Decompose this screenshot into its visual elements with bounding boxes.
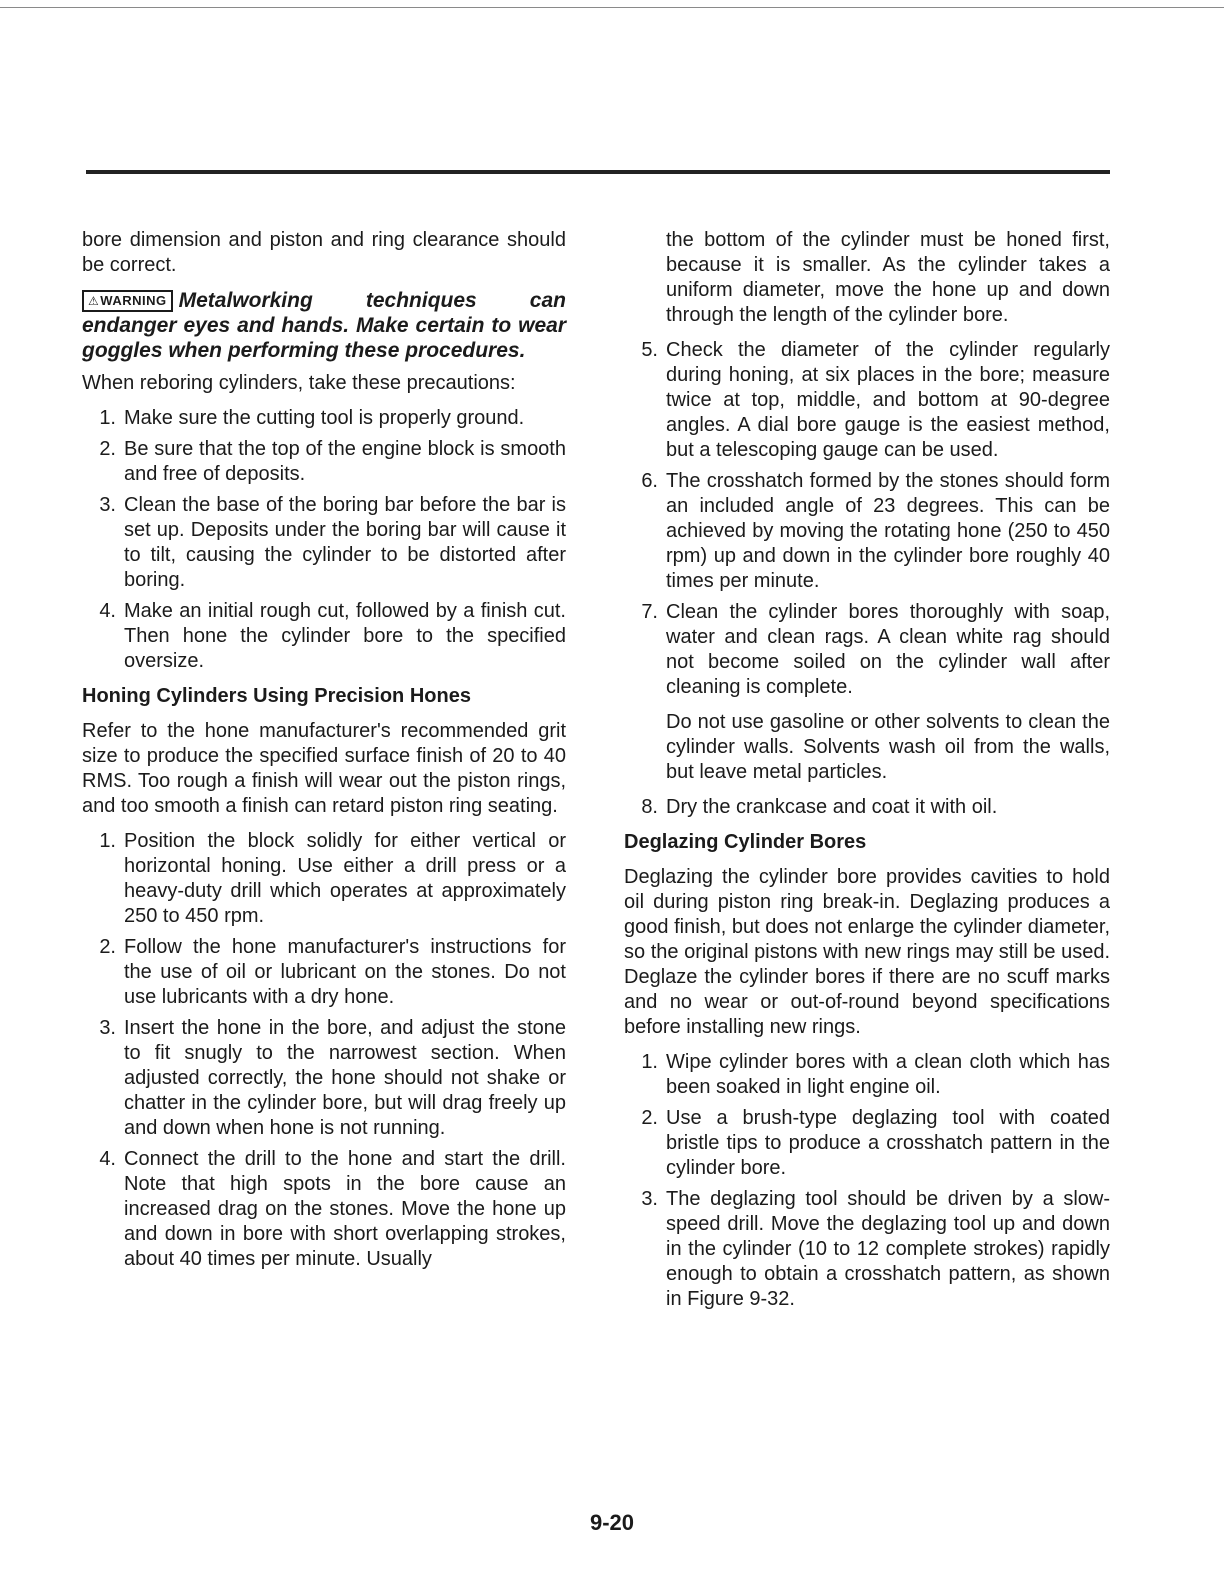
warning-callout: [82, 288, 566, 363]
warning-badge: [82, 290, 173, 312]
right-column: [624, 228, 1110, 1322]
deglazing-steps-list: [624, 1050, 1110, 1312]
honing-step-8: [624, 795, 1110, 820]
list-item: [82, 437, 566, 487]
continued-paragraph: the bottom of the cylinder must be honed first, because it is smaller. As the cylinder takes a uniform diameter, move the hone up and down through the length of the cylinder bore.: [666, 229, 1110, 326]
warning-badge-label: WARNING: [100, 293, 167, 308]
item-number: 2.: [99, 438, 116, 460]
item-text: Use a brush-type deglazing tool with coated bristle tips to produce a crosshatch pattern in the cylinder bore.: [666, 1107, 1110, 1179]
item-number: 3.: [641, 1188, 658, 1210]
item-text: Clean the base of the boring bar before the bar is set up. Deposits under the boring bar will cause it to tilt, causing the cylinder to be distorted after boring.: [124, 494, 566, 591]
item-number: 1.: [99, 407, 116, 429]
item-text: Make sure the cutting tool is properly ground.: [124, 407, 525, 429]
warning-text: Metalworking techniques can endanger eyes and hands. Make certain to wear goggles when performing these procedures.: [82, 289, 566, 362]
item-text: Wipe cylinder bores with a clean cloth which has been soaked in light engine oil.: [666, 1051, 1110, 1098]
honing-steps-continued: [624, 338, 1110, 700]
list-item: [624, 1106, 1110, 1181]
honing-steps-list: [82, 829, 566, 1272]
precautions-list: [82, 406, 566, 674]
list-item: [82, 1147, 566, 1272]
list-item: [624, 1187, 1110, 1312]
item-number: 7.: [641, 601, 658, 623]
page-number: 9-20: [589, 1510, 635, 1535]
item-text: Insert the hone in the bore, and adjust the stone to fit snugly to the narrowest section. When adjusted correctly, the hone should not shake or chatter in the cylinder bore, but will drag freely up and down when hone is not running.: [124, 1017, 566, 1139]
item-text: Clean the cylinder bores thoroughly with soap, water and clean rags. A clean white rag should not become soiled on the cylinder wall after cleaning is complete.: [666, 601, 1110, 698]
list-item: [624, 600, 1110, 700]
list-item: [624, 338, 1110, 463]
item-text: Make an initial rough cut, followed by a finish cut. Then hone the cylinder bore to the specified oversize.: [124, 600, 566, 672]
item-text: Check the diameter of the cylinder regularly during honing, at six places in the bore; measure twice at top, middle, and bottom at 90-degree angles. A dial bore gauge is the easiest method, but a telescoping gauge can be used.: [666, 339, 1110, 461]
item-number: 6.: [641, 470, 658, 492]
scan-edge-line: [0, 7, 1224, 8]
left-column: [82, 228, 566, 1282]
list-item: [624, 1050, 1110, 1100]
deglazing-heading: Deglazing Cylinder Bores: [624, 831, 867, 853]
list-item: [82, 599, 566, 674]
honing-intro: Refer to the hone manufacturer's recommended grit size to produce the specified surface finish of 20 to 40 RMS. Too rough a finish will wear out the piston rings, and too smooth a finish can retard piston ring seating.: [82, 720, 566, 817]
step7-note: Do not use gasoline or other solvents to clean the cylinder walls. Solvents wash oil from the walls, but leave metal particles.: [666, 711, 1110, 783]
item-number: 2.: [641, 1107, 658, 1129]
item-text: Be sure that the top of the engine block is smooth and free of deposits.: [124, 438, 566, 485]
list-item: [82, 935, 566, 1010]
item-number: 1.: [99, 830, 116, 852]
item-text: Position the block solidly for either vertical or horizontal honing. Use either a drill press or a heavy-duty drill which operates at approximately 250 to 450 rpm.: [124, 830, 566, 927]
precautions-lead: When reboring cylinders, take these precautions:: [82, 372, 516, 394]
header-rule: [86, 170, 1110, 174]
intro-paragraph: bore dimension and piston and ring clearance should be correct.: [82, 229, 566, 276]
item-text: The crosshatch formed by the stones should form an included angle of 23 degrees. This can be achieved by moving the rotating hone (250 to 450 rpm) up and down in the cylinder bore roughly 40 times per minute.: [666, 470, 1110, 592]
honing-heading: Honing Cylinders Using Precision Hones: [82, 685, 471, 707]
list-item: [624, 469, 1110, 594]
item-number: 8.: [641, 796, 658, 818]
item-number: 4.: [99, 600, 116, 622]
item-number: 1.: [641, 1051, 658, 1073]
list-item: [624, 795, 1110, 820]
item-number: 5.: [641, 339, 658, 361]
list-item: [82, 1016, 566, 1141]
item-text: Follow the hone manufacturer's instructions for the use of oil or lubricant on the stones. Do not use lubricants with a dry hone.: [124, 936, 566, 1008]
item-number: 3.: [99, 1017, 116, 1039]
list-item: [82, 493, 566, 593]
warning-triangle-icon: ⚠: [88, 294, 100, 308]
item-number: 4.: [99, 1148, 116, 1170]
list-item: [82, 406, 566, 431]
item-text: Dry the crankcase and coat it with oil.: [666, 796, 998, 818]
deglazing-intro: Deglazing the cylinder bore provides cavities to hold oil during piston ring break-in. Deglazing produces a good finish, but does not enlarge the cylinder diameter, so the original pistons with new rings may still be used. Deglaze the cylinder bores if there are no scuff marks and no wear or out-of-round beyond specifications before installing new rings.: [624, 866, 1110, 1038]
item-text: The deglazing tool should be driven by a slow-speed drill. Move the deglazing tool up and down in the cylinder (10 to 12 complete strokes) rapidly enough to obtain a crosshatch pattern, as shown in Figure 9-32.: [666, 1188, 1110, 1310]
list-item: [82, 829, 566, 929]
item-text: Connect the drill to the hone and start the drill. Note that high spots in the bore cause an increased drag on the stones. Move the hone up and down in bore with short overlapping strokes, about 40 times per minute. Usually: [124, 1148, 566, 1270]
item-number: 2.: [99, 936, 116, 958]
item-number: 3.: [99, 494, 116, 516]
